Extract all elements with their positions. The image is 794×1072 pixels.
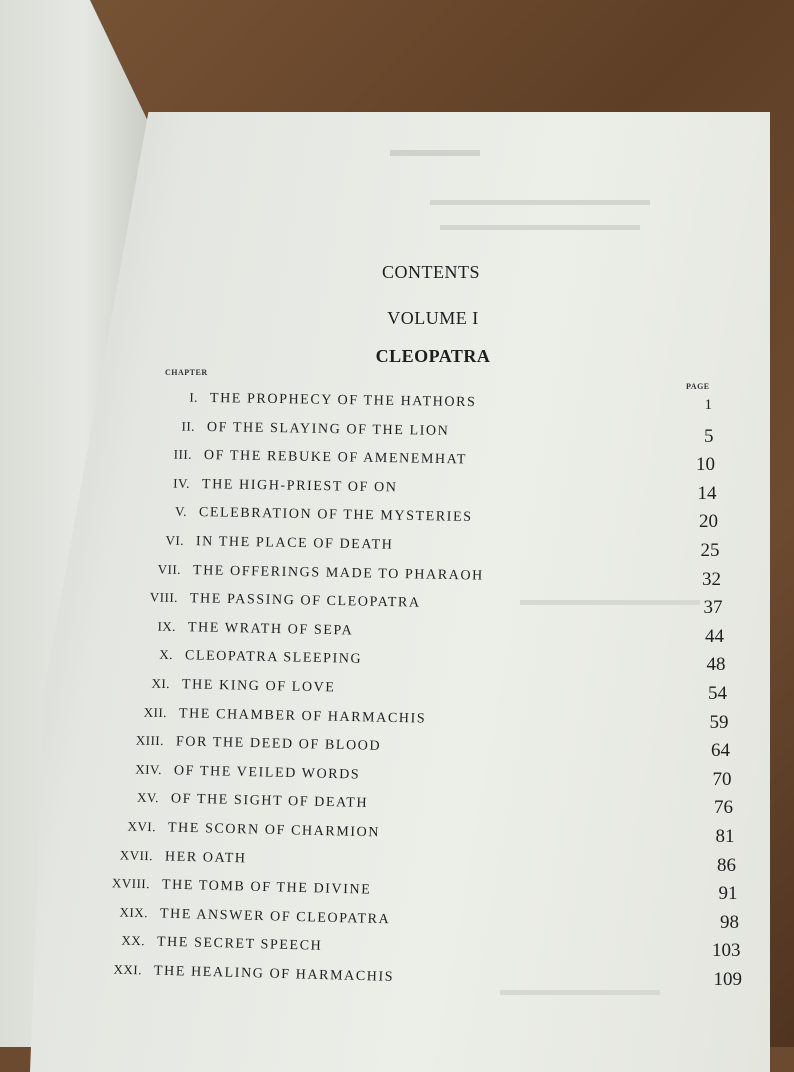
chapter-title: THE SECRET SPEECH <box>156 934 323 955</box>
page-number: 76 <box>714 797 733 819</box>
chapter-title: THE PASSING OF CLEOPATRA <box>190 591 422 611</box>
chapter-title: FOR THE DEED OF BLOOD <box>176 734 382 755</box>
chapter-title: THE HIGH-PRIEST OF ON <box>201 476 398 496</box>
chapter-title: IN THE PLACE OF DEATH <box>195 534 394 553</box>
chapter-title: THE WRATH OF SEPA <box>187 620 353 639</box>
page-column-label: PAGE <box>686 382 710 391</box>
chapter-title: THE OFFERINGS MADE TO PHARAOH <box>193 562 485 584</box>
page-number: 70 <box>712 768 732 790</box>
show-through-mark <box>440 225 640 230</box>
chapter-title: OF THE VEILED WORDS <box>173 763 361 783</box>
chapter-title: CELEBRATION OF THE MYSTERIES <box>198 505 473 526</box>
chapter-number: XVIII. <box>112 875 151 892</box>
chapter-number: IX. <box>156 618 176 634</box>
chapter-number: XV. <box>136 790 159 806</box>
chapter-number: XVII. <box>119 847 154 863</box>
chapter-number: XIII. <box>136 732 165 749</box>
chapter-column-label: CHAPTER <box>165 368 208 377</box>
page-number: 109 <box>713 969 742 990</box>
chapter-number: I. <box>189 389 199 405</box>
chapter-title: THE HEALING OF HARMACHIS <box>153 963 395 985</box>
page-number: 5 <box>704 425 714 447</box>
chapter-title: THE PROPHECY OF THE HATHORS <box>209 390 477 411</box>
chapter-number: III. <box>174 446 193 463</box>
chapter-title: THE KING OF LOVE <box>181 677 336 696</box>
page-number: 1 <box>704 397 712 413</box>
page-number: 59 <box>709 711 729 733</box>
show-through-mark <box>390 150 480 156</box>
chapter-number: II. <box>181 418 196 434</box>
page-number: 32 <box>702 568 721 590</box>
show-through-mark <box>500 990 660 995</box>
volume-heading: VOLUME I <box>387 308 479 328</box>
page-number: 103 <box>712 940 741 962</box>
page-number: 91 <box>718 883 738 905</box>
page-number: 98 <box>720 911 739 933</box>
chapter-title: OF THE SIGHT OF DEATH <box>170 791 369 812</box>
page-number: 14 <box>697 482 717 504</box>
page-number: 44 <box>705 625 724 647</box>
page-number: 54 <box>708 683 727 704</box>
chapter-title: THE ANSWER OF CLEOPATRA <box>159 906 391 928</box>
chapter-number: XXI. <box>113 961 143 978</box>
chapter-number: V. <box>174 504 187 520</box>
chapter-title: THE CHAMBER OF HARMACHIS <box>179 705 427 727</box>
chapter-number: XVI. <box>127 818 157 835</box>
chapter-number: IV. <box>172 475 190 491</box>
page-number: 81 <box>715 826 735 847</box>
toc-row <box>103 846 247 867</box>
contents-heading: CONTENTS <box>382 262 480 282</box>
book-title: CLEOPATRA <box>375 346 491 366</box>
chapter-number: XIX. <box>119 904 148 921</box>
chapter-number: XIV. <box>134 761 162 777</box>
page-number: 20 <box>699 511 718 533</box>
chapter-number: VII. <box>157 561 182 577</box>
chapter-title: OF THE SLAYING OF THE LION <box>207 419 450 439</box>
page-number: 25 <box>700 540 720 561</box>
page-number: 64 <box>711 740 730 762</box>
chapter-number: VI. <box>165 532 185 548</box>
page-number: 86 <box>717 854 736 876</box>
chapter-title: HER OATH <box>164 849 247 867</box>
chapter-title: THE SCORN OF CHARMION <box>167 820 381 841</box>
show-through-mark <box>430 200 650 205</box>
chapter-title: THE TOMB OF THE DIVINE <box>162 877 372 898</box>
page-number: 48 <box>706 654 726 676</box>
chapter-title: OF THE REBUKE OF AMENEMHAT <box>204 448 468 468</box>
chapter-number: X. <box>159 647 173 663</box>
page-number: 37 <box>703 597 723 619</box>
page-number: 10 <box>696 454 715 476</box>
chapter-number: XI. <box>151 675 171 692</box>
chapter-number: VIII. <box>150 589 179 606</box>
chapter-number: XII. <box>143 704 168 720</box>
chapter-number: XX. <box>121 933 145 949</box>
chapter-title: CLEOPATRA SLEEPING <box>184 648 363 668</box>
